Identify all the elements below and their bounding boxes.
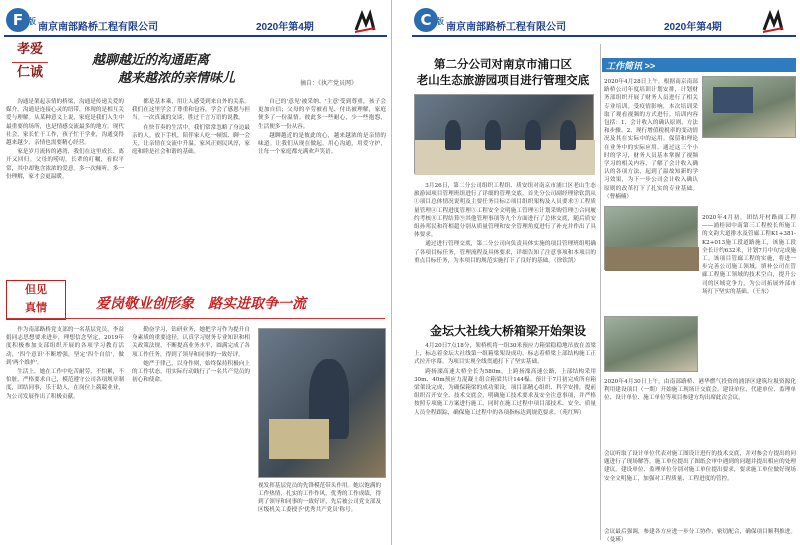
brief-item-2: 2020年4月初，团结圩村路面工程——浦桂园中南第三工程校长所施工的文韵大道排水及管廊工程K1+381-K2+013施工段道路施工，该施工段全长计约632米，计划7月中旬完成施工。该项目管廊工程的实施，将进一步完善公司施工领域，填补公司在管廊工程施工领域的技术空白，提升公司的区域竞争力，为公司拓展外部市场打下坚实的基础。（王东） (702, 215, 796, 295)
header-rule (4, 35, 387, 37)
version-badge: F 版 (6, 8, 30, 32)
article-byline: 摘自：《执产党员网》 (300, 80, 358, 87)
article-column-1: 沟通是架起亲情的桥梁，沟通是传递关爱的媒介。沟通是连接心灵的纽带，体现的是相互关爱与理解。从某种意义上说，家庭是我们人生中最重要的场所，也是情感交流最多的地方。现代社会，家长忙于工作，孩子忙于学业，沟通变得越来越少，亲情也需要精心经营。 家是岁月流转的港湾，我们在这里成长、离开又回归。父母的唠叨，长辈的叮嘱，看似平常，其中却饱含浓浓的爱意。多一次倾听，多一份理解，家才会更温暖。 (6, 99, 124, 180)
article-title: 金坛大社线大桥箱梁开始架设 (429, 324, 586, 338)
photo-caption: 视发挥基层党员的先锋模范带头作用。她以饱满的工作热情，扎实的工作作风，优秀的工作成绩，得到了领导和同事的一致好评，先后被公司党支部及区级机关工委授予'优秀共产党员'称号。 (258, 483, 382, 513)
section-tag: 但见 真情 (6, 280, 66, 320)
issue-number: 2020年第4期 (256, 22, 314, 33)
article-column-3: 自己的'意见'被采纳、'主意'受到尊重，孩子会更加自信；父母的辛劳被看见、付出被理解，家庭便多了一份温情。彼此多一些耐心，少一些抱怨，生活便多一份从容。 越聊越近的是彼此的心，越来越浓的是亲情的味道。让我们从现在做起，用心沟通，用爱守护，让每一个家庭都充满欢声笑语。 (258, 99, 386, 156)
title-rule (6, 318, 385, 319)
page-f (0, 0, 392, 545)
page-header (0, 0, 391, 42)
pipeline-photo (604, 206, 698, 270)
article-body: 3月26日，第二分公司组织工程组、质安组对南京市浦口区老山生态旅游园项目管理班组进行了详细的管理交底。首先分公司副经理徐钦凯从①项目总体情况说明及主要任务目标②项目组织架构及人员要求③工程质量管理④工程进度管理⑤工程安全文明施工管理⑥计划采购管理⑦合同履约考核⑧工程结算⑨其他管理事项等九个方面进行了总体交底，随后质安组孙邦民和符相超分别从质量管理和安全管理角度进行了补充并作出了具体要求。 通过进行管理交底，第二分公司向负责具体实施的项目管理班组明确了各项目标任务，管理流程及具体要求，详细告知了注意事项和本项目的重点目标任务，为本项目的规范实施打下了良好的基础。（徐钦凯） (414, 183, 596, 264)
issue-number: 2020年第4期 (664, 22, 722, 33)
page-c (408, 0, 800, 545)
brief-header-bar: 工作简讯 >> (602, 58, 796, 72)
article-column-2: 都是基本乘，用让人感受到来自外的关系。我们在这里学会了尊重和包容，学会了感恩与担当。一次真诚的交谈，胜过千言万语的说教。 在快节奏的生活中，我们常常忽略了身边最亲的人。放下手机，陪伴家人吃一顿饭、聊一会天，让亲情在交流中升温。家风正则民风淳，家庭和睦是社会和谐的基础。 (132, 99, 250, 156)
brief-item-3: 2020年4月30日上午，由南部路桥、港华燃气投资的浦泽区建筑垃圾资源化利用建设项目（一期）开始施工现场计交底会。建设单位、代建单位、监理单位、设计单位、施工单位等项目参建方均出席此次会议。 (604, 379, 796, 402)
column-divider (600, 44, 601, 540)
article-body: 4月20日7点18分，架桥机将一组30米预应力箱梁稳稳地吊放在盖梁上，标志着金坛大社线第一组箱梁架设成功，标志着桥梁上部结构施工正式拉开序幕。为项目实现全线贯通打下了坚实基础。 跨扬溧高速大桥全长为580m，上跨扬溧高速公路，上部结构采用30m、40m预应力混凝土组合箱梁共计144榀。预计于7月初完成所有箱梁架设完成，为确保箱梁的成功架设，项目部精心组织、科学安排，提前组织召开安全、技术交底会，明确施工技术要求及安全注意事项，并严格按照专项施工方案进行施工，同时在施工过程中项目部技术、安全、质量人员全程跟踪，确保施工过程中的各项指标达到规范要求。（苑红辉） (414, 343, 596, 416)
article-column-1: 作为南部路桥党支部的一名基层党员，李益娟同志思想要求进步，理想信念坚定，2019年度积极参加支部组织开展的各项学习教育活动，'四个意识'不断增强，坚定'四个自信'，做到'两个维护'。 生活上，她在工作中吃苦耐劳，不怕累，不怕脏，严格要求自己，模范遵守公司各项规章制度，团结同事，乐于助人，在岗位上兢兢业业，为公司发展作出了积极贡献。 (6, 327, 124, 400)
brief-item-1: 2020年4月28日上午，根据南京南部路桥公司年度培训计划安排，计划财务部组织开展了财务人员进行了相关专业培训。受疫情影响，本次培训采取了观看视频的方式进行。培训内容包括：1、会计收入的确认原则、方法和步骤。2、现行增值税税率的变动情况及其在实际中的运用。保留和理论在业务中的实际应用。通过这三个小时的学习，财务人员基本掌握了视频学习的相关内容，了解了会计收入确认的各项方法，起到了温故知新的学习效果，为下一步公司会计收入确认原则的改革打下了扎实的专业基础。（曹楠楠） (604, 79, 698, 200)
header-rule (412, 35, 796, 37)
section-title: 孝爱 仁诚 (6, 42, 54, 88)
company-logo-icon (354, 10, 376, 34)
company-name: 南京南部路桥工程有限公司 (38, 22, 158, 33)
company-logo-icon (762, 10, 784, 34)
meeting-photo (414, 94, 594, 174)
version-badge: C 版 (414, 8, 438, 32)
portrait-photo (258, 328, 386, 478)
brief-item-4: 会议听取了设计单位代表对施工图设计进行的技术交底，并对参会方提出的问题进行了现场解答。施工单位提出了图纸会审中遇到的问题并提出相应的处理建议。建设单位、监理单位分别对施工单位提出要求，要求施工单位做好现场安全文明施工，加强对工程质量、工程进度的管控。 (604, 451, 796, 482)
article-title: 越聊越近的沟通距离 越来越浓的亲情味儿 (92, 53, 236, 86)
article-title: 爱岗敬业创形象 路实进取争一流 (96, 296, 306, 312)
article-title: 第二分公司对南京市浦口区 老山生态旅游园项目进行管理交底 (416, 57, 590, 87)
brief-item-5: 会议最后强调，参建各方应进一步分工协作，密切配合，确保项目顺利推进。（曼瑛） (604, 529, 796, 544)
company-name: 南京南部路桥工程有限公司 (446, 22, 566, 33)
page-header (408, 0, 800, 42)
article-column-2: 勤奋学习，钻研业务，她把学习作为提升自身素质的重要途径，认真学习财务专业知识和相关政策法规，不断提高业务水平，圆满完成了各项工作任务，得到了领导和同事的一致好评。 她严于律己，以身作则，始终保持积极向上的工作状态，用实际行动践行了一名共产党员的初心和使命。 (132, 327, 250, 384)
site-photo (604, 316, 698, 372)
training-photo (702, 76, 796, 138)
